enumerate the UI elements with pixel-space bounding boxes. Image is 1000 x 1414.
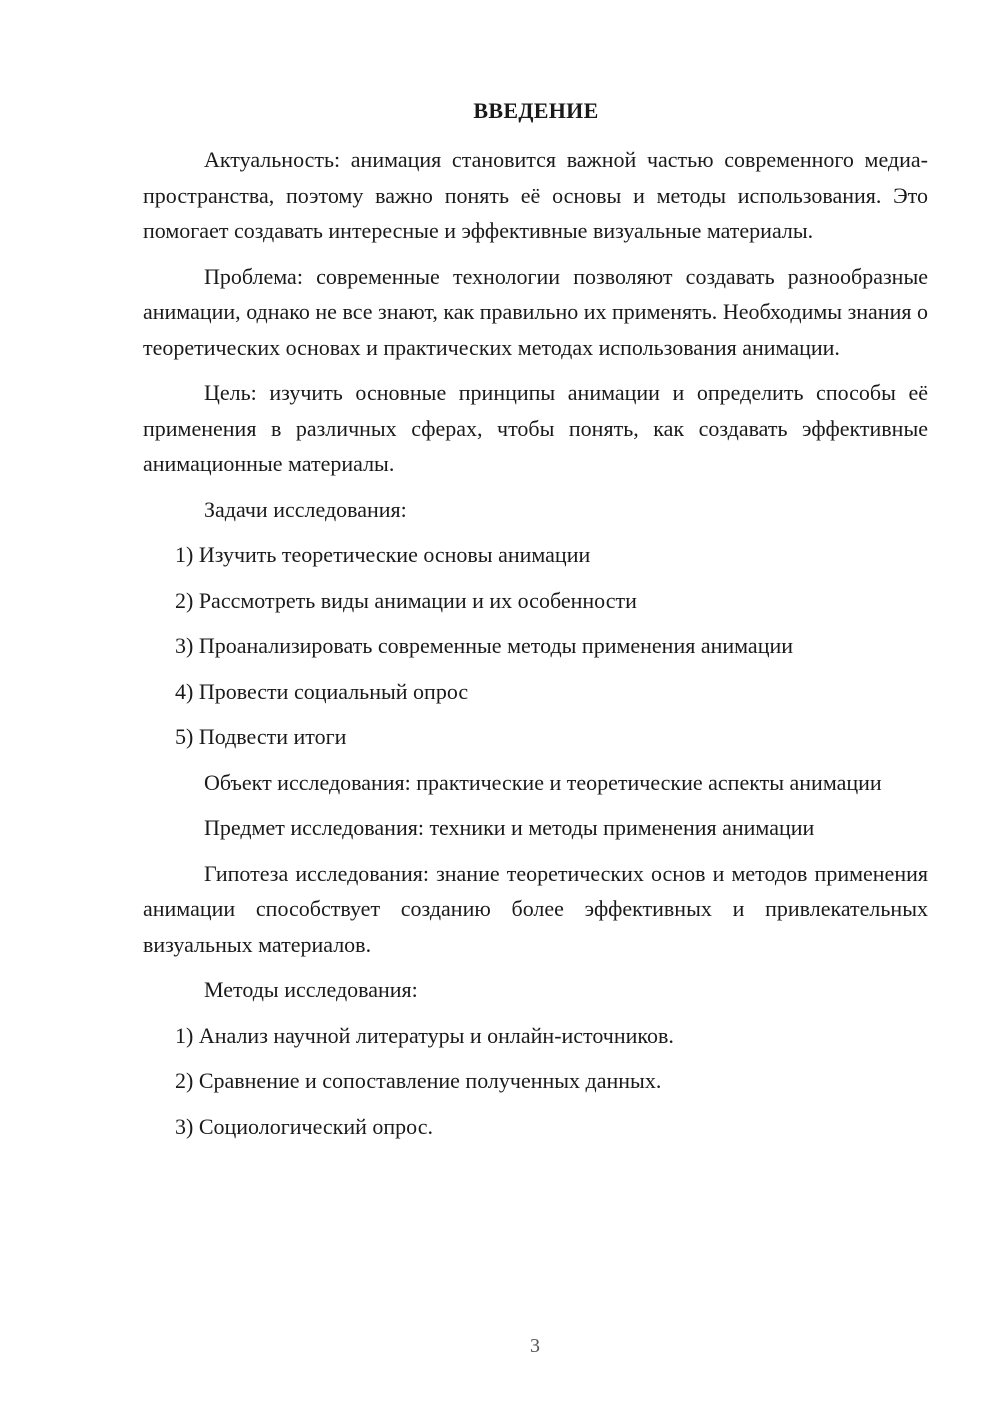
methods-heading: Методы исследования: xyxy=(204,977,418,1002)
object-paragraph: Объект исследования: практические и теоретические аспекты анимации xyxy=(204,769,882,795)
problem-paragraph: Проблема: современные технологии позволяют создавать разнообразные анимации, однако не все знают, как правильно их применять. Необходимы знания о теоретических основах и практических методах использования анимации. xyxy=(143,263,928,360)
document-body xyxy=(143,142,928,1154)
page-title: ВВЕДЕНИЕ xyxy=(473,98,599,123)
method-item-2: 2) Сравнение и сопоставление полученных данных. xyxy=(175,1068,662,1093)
goal-paragraph: Цель: изучить основные принципы анимации и определить способы её применения в различных сферах, чтобы понять, как создавать эффективные анимационные материалы. xyxy=(143,380,928,476)
method-item-3: 3) Социологический опрос. xyxy=(175,1113,433,1139)
task-item-4: 4) Провести социальный опрос xyxy=(175,678,469,704)
page-number: 3 xyxy=(530,1335,540,1357)
task-item-1: 1) Изучить теоретические основы анимации xyxy=(175,542,591,567)
hypothesis-paragraph: Гипотеза исследования: знание теоретических основ и методов применения анимации способствует созданию более эффективных и привлекательных визуальных материалов. xyxy=(143,860,928,957)
tasks-heading: Задачи исследования: xyxy=(204,496,407,522)
task-item-3: 3) Проанализировать современные методы применения анимации xyxy=(175,633,794,658)
subject-paragraph: Предмет исследования: техники и методы применения анимации xyxy=(204,815,815,840)
method-item-1: 1) Анализ научной литературы и онлайн-источников. xyxy=(175,1022,674,1048)
relevance-paragraph: Актуальность: анимация становится важной частью современного медиа-пространства, поэтому важно понять её основы и методы использования. Это помогает создавать интересные и эффективные визуальные материалы. xyxy=(143,147,928,243)
task-item-5: 5) Подвести итоги xyxy=(175,724,347,749)
task-item-2: 2) Рассмотреть виды анимации и их особенности xyxy=(175,587,637,613)
